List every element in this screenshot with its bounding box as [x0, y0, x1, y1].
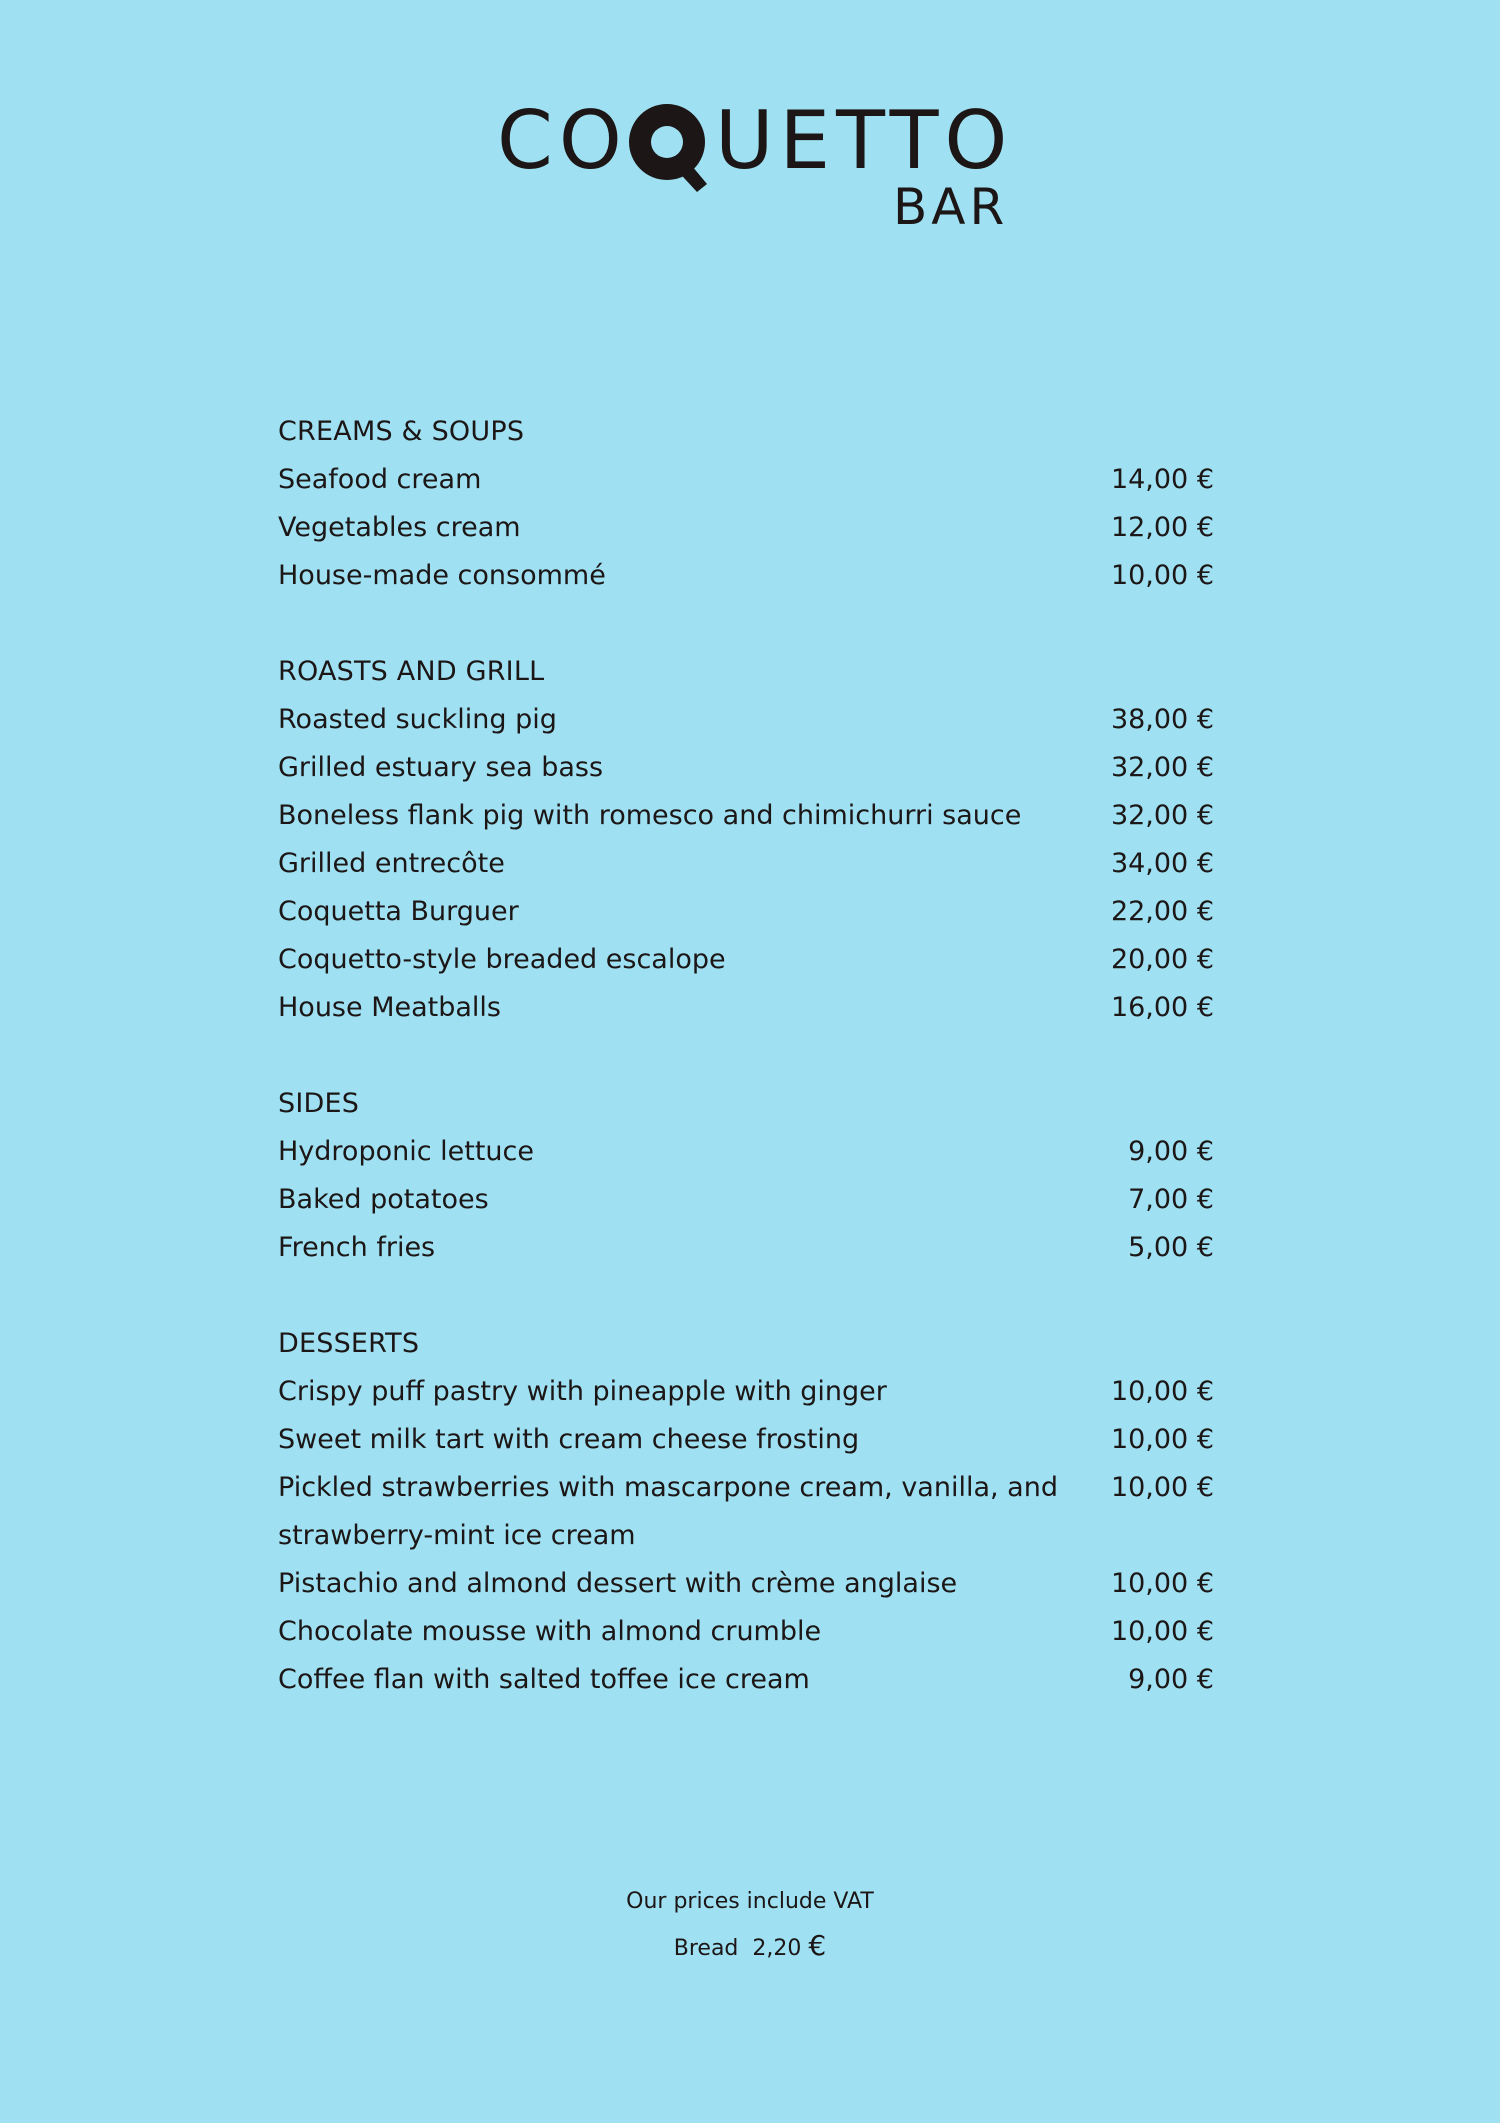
item-name: Pistachio and almond dessert with crème anglaise [278, 1568, 958, 1599]
item-price: 22,00 € [1110, 896, 1214, 927]
item-name: Seafood cream [278, 464, 482, 495]
item-price: 20,00 € [1110, 944, 1214, 975]
menu-item [278, 1656, 1214, 1704]
menu-section-roasts-grill [278, 648, 1214, 1032]
item-price: 9,00 € [1128, 1664, 1214, 1695]
item-price: 16,00 € [1110, 992, 1214, 1023]
menu [278, 408, 1214, 1752]
item-price: 10,00 € [1110, 1616, 1214, 1647]
item-price: 12,00 € [1110, 512, 1214, 543]
item-name: House-made consommé [278, 560, 606, 591]
menu-item [278, 1128, 1214, 1176]
item-name: Chocolate mousse with almond crumble [278, 1616, 822, 1647]
item-price: 7,00 € [1128, 1184, 1214, 1215]
menu-item [278, 504, 1214, 552]
section-title: SIDES [278, 1088, 360, 1119]
vat-note: Our prices include VAT [626, 1889, 874, 1914]
item-name: Hydroponic lettuce [278, 1136, 534, 1167]
brand-logo [497, 94, 1014, 236]
section-title: CREAMS & SOUPS [278, 416, 525, 447]
coquetto-bar-logo [497, 94, 1014, 236]
bread-label: Bread [673, 1936, 739, 1961]
bread-currency: € [808, 1929, 827, 1962]
menu-item [278, 696, 1214, 744]
menu-item [278, 1608, 1214, 1656]
item-name: Baked potatoes [278, 1184, 489, 1215]
item-name: Pickled strawberries with mascarpone cream, vanilla, and strawberry-mint ice cream [278, 1472, 1058, 1551]
item-price: 34,00 € [1110, 848, 1214, 879]
item-name: Coquetto-style breaded escalope [278, 944, 726, 975]
item-price: 14,00 € [1110, 464, 1214, 495]
item-name: Vegetables cream [278, 512, 521, 543]
bread-price: 2,20 [752, 1936, 802, 1961]
menu-item [278, 840, 1214, 888]
item-name: Grilled entrecôte [278, 848, 505, 879]
menu-item [278, 552, 1214, 600]
menu-item [278, 1176, 1214, 1224]
item-name: French fries [278, 1232, 436, 1263]
item-price: 9,00 € [1128, 1136, 1214, 1167]
item-name: Sweet milk tart with cream cheese frosting [278, 1424, 860, 1455]
menu-item [278, 984, 1214, 1032]
item-name: Roasted suckling pig [278, 704, 557, 735]
item-price: 10,00 € [1110, 1472, 1214, 1503]
menu-item [278, 1368, 1214, 1416]
item-name: Coffee flan with salted toffee ice cream [278, 1664, 810, 1695]
section-title: DESSERTS [278, 1328, 420, 1359]
item-price: 32,00 € [1110, 752, 1214, 783]
logo-text-bar: BAR [893, 178, 1009, 236]
section-title: ROASTS AND GRILL [278, 656, 545, 687]
menu-item [278, 1224, 1214, 1272]
menu-item [278, 1560, 1214, 1608]
logo-text-co: CO [497, 94, 628, 187]
menu-section-desserts [278, 1320, 1214, 1704]
item-price: 10,00 € [1110, 560, 1214, 591]
menu-item [278, 888, 1214, 936]
item-price: 38,00 € [1110, 704, 1214, 735]
item-price: 32,00 € [1110, 800, 1214, 831]
item-name: Crispy puff pastry with pineapple with ginger [278, 1376, 887, 1407]
menu-section-sides [278, 1080, 1214, 1272]
item-name: House Meatballs [278, 992, 501, 1023]
menu-item [278, 1416, 1214, 1464]
item-price: 10,00 € [1110, 1424, 1214, 1455]
logo-text-uetto: UETTO [715, 94, 1014, 187]
menu-footer [0, 1880, 1500, 1971]
menu-item [278, 456, 1214, 504]
item-name: Grilled estuary sea bass [278, 752, 604, 783]
logo-q-mark [629, 104, 707, 192]
menu-item [278, 792, 1214, 840]
item-price: 10,00 € [1110, 1568, 1214, 1599]
menu-section-creams-soups [278, 408, 1214, 600]
menu-item [278, 936, 1214, 984]
bread-line [0, 1924, 1500, 1971]
item-name: Coquetta Burguer [278, 896, 519, 927]
item-price: 5,00 € [1128, 1232, 1214, 1263]
menu-item [278, 744, 1214, 792]
item-name: Boneless flank pig with romesco and chimichurri sauce [278, 800, 1022, 831]
menu-item [278, 1464, 1214, 1560]
item-price: 10,00 € [1110, 1376, 1214, 1407]
